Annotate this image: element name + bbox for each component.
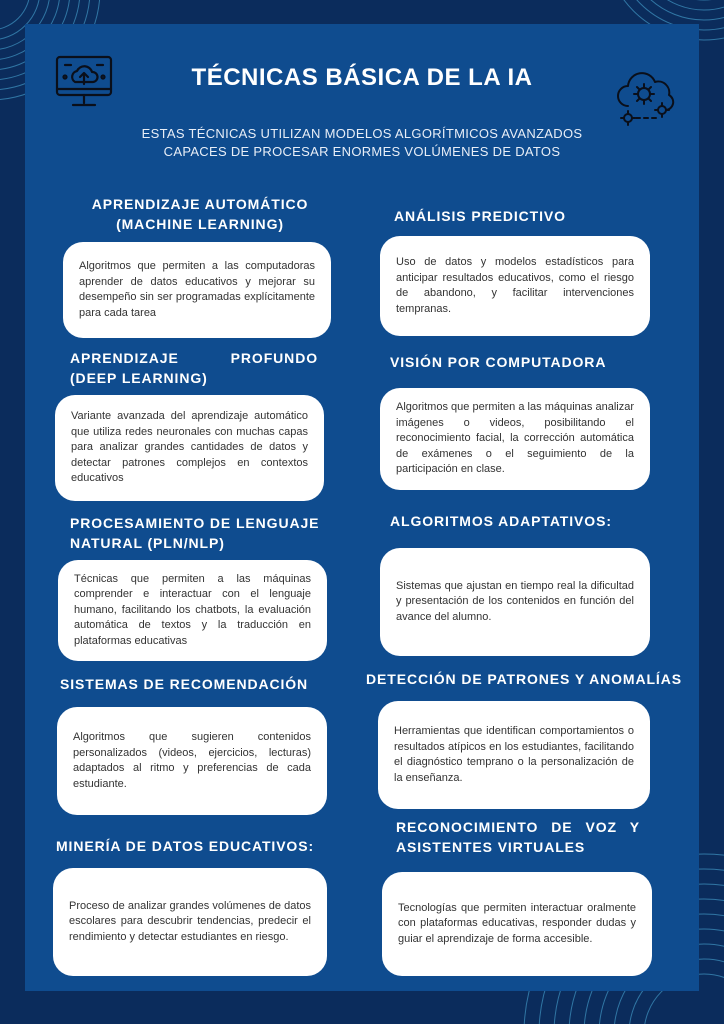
heading-aprendizaje-automatico: APRENDIZAJE AUTOMÁTICO (MACHINE LEARNING) xyxy=(91,196,309,232)
heading-procesamiento-lenguaje: PROCESAMIENTO DE LENGUAJE NATURAL (PLN/NLP) xyxy=(70,515,320,551)
subtitle-line-1: ESTAS TÉCNICAS UTILIZAN MODELOS ALGORÍTMICOS AVANZADOS xyxy=(141,126,583,141)
card-text: Uso de datos y modelos estadísticos para anticipar resultados educativos, como el riesgo de abandono, y facilitar intervenciones tempranas. xyxy=(396,256,634,315)
card-text: Herramientas que identifican comportamientos o resultados atípicos en los estudiantes, facilitando el diagnóstico temprano o la personalización de la enseñanza. xyxy=(394,725,634,784)
card-aprendizaje-profundo xyxy=(55,395,324,501)
card-sistemas-recomendacion xyxy=(57,707,327,815)
card-vision-computadora xyxy=(380,388,650,490)
card-analisis-predictivo xyxy=(380,236,650,336)
heading-sistemas-recomendacion: SISTEMAS DE RECOMENDACIÓN xyxy=(60,676,309,692)
card-aprendizaje-automatico xyxy=(63,242,331,338)
heading-reconocimiento-voz: RECONOCIMIENTO DE VOZ Y ASISTENTES VIRTUALES xyxy=(396,819,640,855)
card-deteccion-patrones xyxy=(378,701,650,809)
heading-mineria-datos: MINERÍA DE DATOS EDUCATIVOS: xyxy=(56,838,315,854)
card-text: Proceso de analizar grandes volúmenes de datos escolares para descubrir tendencias, predecir el rendimiento y detectar estudiantes en riesgo. xyxy=(69,899,311,943)
subtitle-line-2: CAPACES DE PROCESAR ENORMES VOLÚMENES DE DATOS xyxy=(163,144,561,159)
heading-deteccion-patrones: DETECCIÓN DE PATRONES Y ANOMALÍAS xyxy=(366,671,682,687)
card-text: Algoritmos que permiten a las computadoras aprender de datos educativos y mejorar su desempeño sin ser programadas explícitamente para cada tarea xyxy=(79,260,315,319)
heading-aprendizaje-profundo: APRENDIZAJE PROFUNDO (DEEP LEARNING) xyxy=(70,350,318,386)
card-procesamiento-lenguaje xyxy=(58,560,327,661)
card-text: Algoritmos que sugieren contenidos personalizados (videos, ejercicios, lecturas) adaptados al ritmo y preferencias de cada estudiante. xyxy=(73,731,311,790)
card-text: Algoritmos que permiten a las máquinas analizar imágenes o videos, posibilitando el reconocimiento facial, la corrección automática de exámenes o el seguimiento de la participación en clase. xyxy=(396,401,634,476)
card-mineria-datos xyxy=(53,868,327,976)
card-text: Sistemas que ajustan en tiempo real la dificultad y presentación de los contenidos en función del avance del alumno. xyxy=(396,579,634,623)
heading-analisis-predictivo: ANÁLISIS PREDICTIVO xyxy=(394,208,566,224)
card-text: Técnicas que permiten a las máquinas comprender e interactuar con el lenguaje humano, facilitando los chatbots, la evaluación automática de textos y la traducción en plataformas educativas xyxy=(74,572,311,647)
heading-algoritmos-adaptativos: ALGORITMOS ADAPTATIVOS: xyxy=(390,513,612,529)
page-title: TÉCNICAS BÁSICA DE LA IA xyxy=(191,64,533,91)
card-algoritmos-adaptativos xyxy=(380,548,650,656)
card-reconocimiento-voz xyxy=(382,872,652,976)
card-text: Variante avanzada del aprendizaje automático que utiliza redes neuronales con muchas capas para analizar grandes cantidades de datos y detectar patrones complejos en contextos educativos xyxy=(71,410,308,485)
page-subtitle xyxy=(100,125,624,161)
card-text: Tecnologías que permiten interactuar oralmente con plataformas educativas, responder dudas y guiar el aprendizaje de forma accesible. xyxy=(398,901,636,945)
heading-vision-computadora: VISIÓN POR COMPUTADORA xyxy=(390,354,607,370)
